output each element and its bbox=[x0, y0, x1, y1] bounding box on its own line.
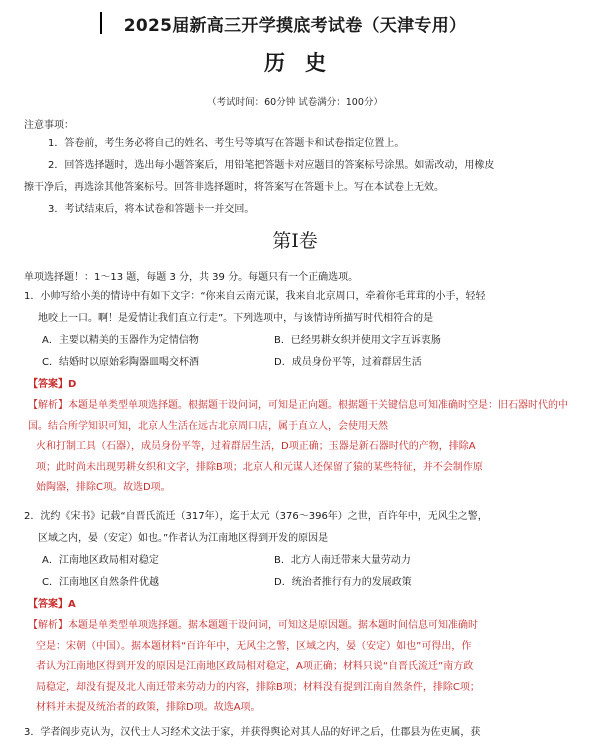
notice-item: 擦干净后，再选涂其他答案标号。回答非选择题时，将答案写在答题卡上。写在本试卷上无效。 bbox=[24, 182, 444, 193]
option-a: A．主要以精美的玉器作为定情信物 bbox=[42, 335, 199, 346]
analysis bbox=[24, 616, 572, 719]
option-a: A．江南地区政局相对稳定 bbox=[42, 555, 159, 566]
option-d: D．成员身份平等，过着群居生活 bbox=[274, 357, 422, 368]
answer-label: 【答案】A bbox=[28, 599, 76, 610]
notice-item: 2．回答选择题时，选出每小题答案后，用铅笔把答题卡对应题目的答案标号涂黑。如需改动，用橡皮 bbox=[48, 160, 495, 171]
analysis-line: 局稳定，却没有提及北人南迁带来劳动力的内容，排除B项；材料没有提到江南自然条件，排除C项； bbox=[36, 681, 480, 693]
analysis-line: 材料并未提及统治者的政策，排除D项。故选A项。 bbox=[36, 702, 261, 713]
analysis-line: 者认为江南地区得到开发的原因是江南地区政局相对稳定，A项正确；材料只说“自晋氏流迁”南方政 bbox=[36, 661, 474, 672]
analysis-line: 火和打制工具（石器），成员身份平等，过着群居生活，D项正确；玉器是新石器时代的产物，排除A bbox=[36, 441, 476, 452]
analysis-line: 项；此时尚未出现男耕女织和文字，排除B项；北京人和元谋人还保留了猿的某些特征，并不会制作原 bbox=[36, 461, 483, 473]
question-type-line: 单项选择题！：1～13 题，每题 3 分，共 39 分。每题只有一个正确选项。 bbox=[24, 272, 359, 283]
notice-heading: 注意事项： bbox=[24, 120, 74, 131]
analysis-line: 【解析】本题是单类型单项选择题。据本题题干设问词，可知这是原因题。据本题时间信息可知准确时 bbox=[28, 620, 478, 631]
question-3 bbox=[24, 722, 572, 744]
option-c: C．江南地区自然条件优越 bbox=[42, 577, 159, 588]
question-2 bbox=[24, 506, 572, 719]
subject-title: 历史 bbox=[264, 50, 346, 75]
options bbox=[24, 330, 572, 374]
question-stem: 区域之内，晏（安定）如也。”作者认为江南地区得到开发的原因是 bbox=[38, 533, 329, 544]
answer-label: 【答案】D bbox=[28, 379, 77, 390]
analysis bbox=[24, 396, 572, 499]
document-title: 2025届新高三开学摸底考试卷（天津专用） bbox=[123, 16, 467, 36]
options bbox=[24, 550, 572, 594]
option-b: B．已经男耕女织并使用文字互诉衷肠 bbox=[274, 335, 441, 346]
notice-list bbox=[24, 133, 570, 221]
section-heading: 第Ⅰ卷 bbox=[272, 230, 318, 252]
question-stem: 2．沈约《宋书》记载“自晋氏流迁（317年），迄于太元（376～396年）之世，百许年中，无风尘之警， bbox=[24, 511, 488, 522]
analysis-line: 空是：宋朝（中国）。据本题材料“百许年中，无风尘之警，区域之内，晏（安定）如也”可得出，作 bbox=[36, 640, 472, 652]
question-stem: 3．学者阎步克认为，汉代士人习经术文法于家，并获得舆论对其人品的好评之后，仕郡县为佐吏属，获 bbox=[24, 727, 481, 738]
notice-item: 3．考试结束后，将本试卷和答题卡一并交回。 bbox=[48, 204, 255, 215]
question-stem: 1．小帅写给小美的情诗中有如下文字：“你来自云南元谋，我来自北京周口，牵着你毛茸茸的小手，轻轻 bbox=[24, 291, 486, 302]
notice-item: 1．答卷前，考生务必将自己的姓名、考生号等填写在答题卡和试卷指定位置上。 bbox=[48, 138, 405, 149]
question-stem: 地咬上一口。啊！是爱情让我们直立行走”。下列选项中，与该情诗所描写时代相符合的是 bbox=[38, 313, 434, 324]
analysis-line: 始陶器，排除C项。故选D项。 bbox=[36, 482, 171, 493]
exam-info: （考试时间：60分钟 试卷满分：100分） bbox=[207, 97, 383, 108]
option-d: D．统治者推行有力的发展政策 bbox=[274, 577, 412, 588]
question-1 bbox=[24, 286, 572, 499]
option-b: B．北方人南迁带来大量劳动力 bbox=[274, 555, 411, 566]
option-c: C．结婚时以原始彩陶器皿喝交杯酒 bbox=[42, 357, 199, 368]
analysis-line: 【解析】本题是单类型单项选择题。根据题干设问词，可知是正向题。根据题干关键信息可知准确时空是：旧石器时代的中国。结合所学知识可知，北京人生活在远古北京周口店，属于直立人，会使用天然 bbox=[28, 400, 568, 432]
